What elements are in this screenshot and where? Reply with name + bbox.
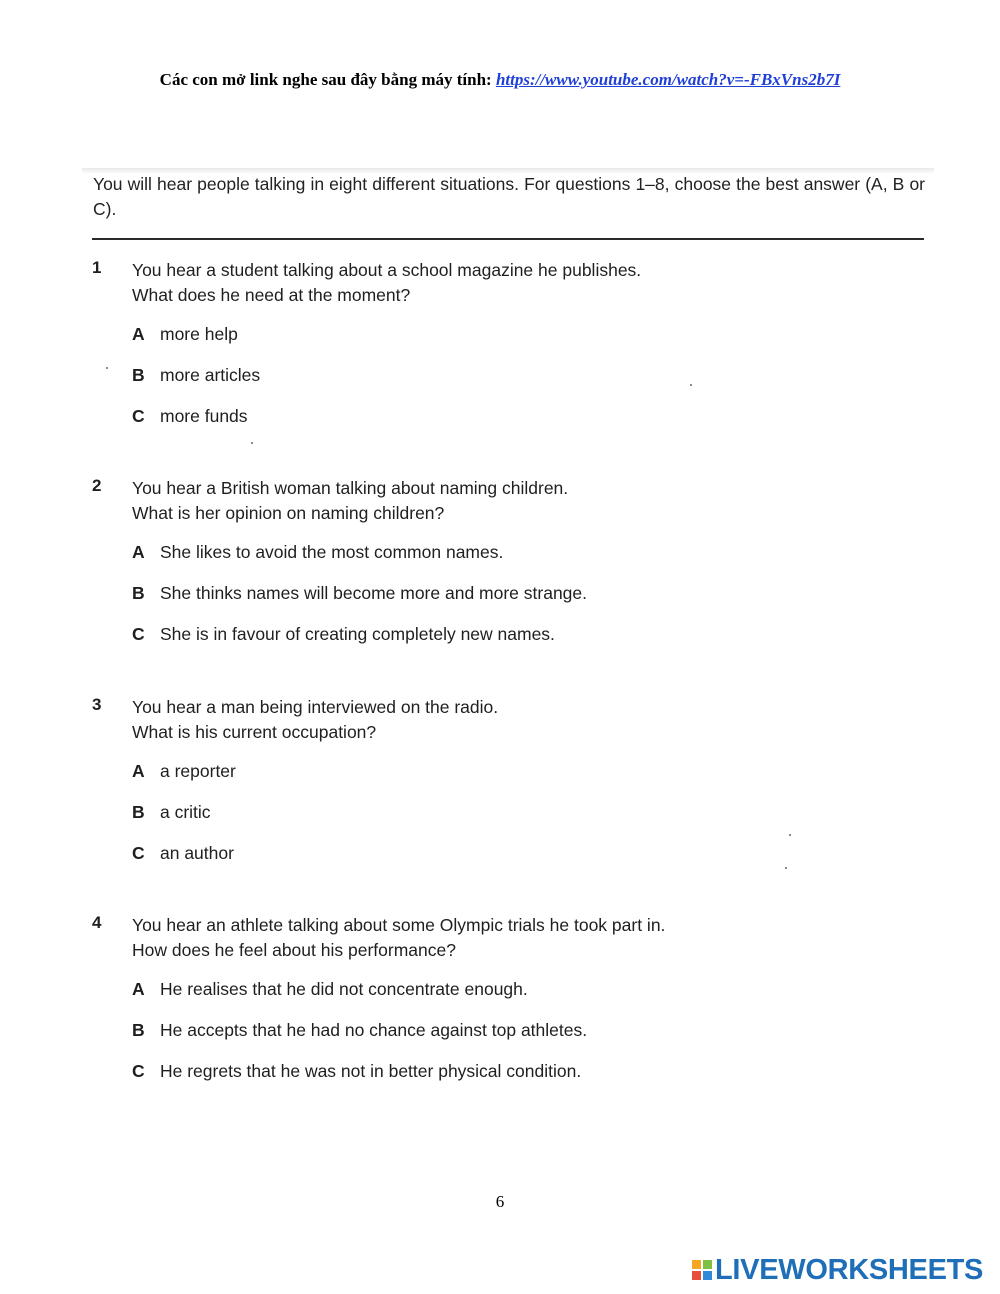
option-text: a reporter <box>160 761 236 781</box>
logo-tile <box>692 1271 701 1280</box>
question-prompt: How does he feel about his performance? <box>132 940 456 960</box>
listening-link-header <box>0 70 1000 90</box>
option-a[interactable] <box>132 542 503 566</box>
option-text: more articles <box>160 365 261 385</box>
option-letter: B <box>132 365 145 385</box>
option-b[interactable] <box>132 365 260 389</box>
option-letter: A <box>132 979 145 999</box>
logo-tile <box>703 1260 712 1269</box>
option-text: He accepts that he had no chance against top athletes. <box>160 1020 588 1040</box>
option-letter: C <box>132 624 145 644</box>
question-text <box>132 913 852 963</box>
question-number: 2 <box>92 476 102 495</box>
question-prompt: What is her opinion on naming children? <box>132 503 445 523</box>
option-text: He regrets that he was not in better physical condition. <box>160 1061 582 1081</box>
option-letter: B <box>132 802 145 822</box>
scan-speck <box>785 867 787 869</box>
liveworksheets-logo-icon <box>692 1260 712 1280</box>
option-letter: C <box>132 1061 145 1081</box>
question-text <box>132 695 852 745</box>
option-text: an author <box>160 843 234 863</box>
scan-speck <box>690 384 692 386</box>
youtube-link[interactable]: https://www.youtube.com/watch?v=-FBxVns2b7I <box>495 70 841 89</box>
question-situation: You hear a man being interviewed on the radio. <box>132 697 499 717</box>
option-text: She is in favour of creating completely new names. <box>160 624 555 644</box>
question-prompt: What is his current occupation? <box>132 722 377 742</box>
option-c[interactable] <box>132 843 234 867</box>
question-situation: You hear a student talking about a school magazine he publishes. <box>132 260 642 280</box>
liveworksheets-logo[interactable] <box>692 1253 984 1286</box>
option-text: She likes to avoid the most common names. <box>160 542 504 562</box>
section-divider <box>92 238 924 240</box>
question-situation: You hear an athlete talking about some Olympic trials he took part in. <box>132 915 666 935</box>
option-text: a critic <box>160 802 211 822</box>
logo-tile <box>692 1260 701 1269</box>
question-situation: You hear a British woman talking about naming children. <box>132 478 569 498</box>
header-instruction-text: Các con mở link nghe sau đây bằng máy tính: <box>159 70 496 89</box>
option-a[interactable] <box>132 324 238 348</box>
option-b[interactable] <box>132 802 211 826</box>
logo-text: LIVEWORKSHEETS <box>715 1253 984 1286</box>
logo-tile <box>703 1271 712 1280</box>
option-text: He realises that he did not concentrate enough. <box>160 979 528 999</box>
question-text <box>132 476 852 526</box>
option-b[interactable] <box>132 1020 587 1044</box>
option-letter: C <box>132 406 145 426</box>
question-text <box>132 258 852 308</box>
option-c[interactable] <box>132 624 555 648</box>
option-b[interactable] <box>132 583 587 607</box>
option-a[interactable] <box>132 761 236 785</box>
question-number: 1 <box>92 258 102 277</box>
option-a[interactable] <box>132 979 528 1003</box>
option-c[interactable] <box>132 406 248 430</box>
option-text: more funds <box>160 406 248 426</box>
option-letter: B <box>132 583 145 603</box>
page-number: 6 <box>495 1192 505 1211</box>
option-text: more help <box>160 324 238 344</box>
scan-speck <box>789 834 791 836</box>
option-letter: A <box>132 324 145 344</box>
scan-speck <box>251 442 253 444</box>
question-number: 3 <box>92 695 102 714</box>
option-c[interactable] <box>132 1061 581 1085</box>
option-letter: C <box>132 843 145 863</box>
option-letter: A <box>132 542 145 562</box>
scan-speck <box>106 367 108 369</box>
question-number: 4 <box>92 913 102 932</box>
option-text: She thinks names will become more and more strange. <box>160 583 588 603</box>
option-letter: B <box>132 1020 145 1040</box>
task-instructions: You will hear people talking in eight different situations. For questions 1–8, choose the best answer (A, B or C). <box>93 174 925 219</box>
question-prompt: What does he need at the moment? <box>132 285 411 305</box>
option-letter: A <box>132 761 145 781</box>
